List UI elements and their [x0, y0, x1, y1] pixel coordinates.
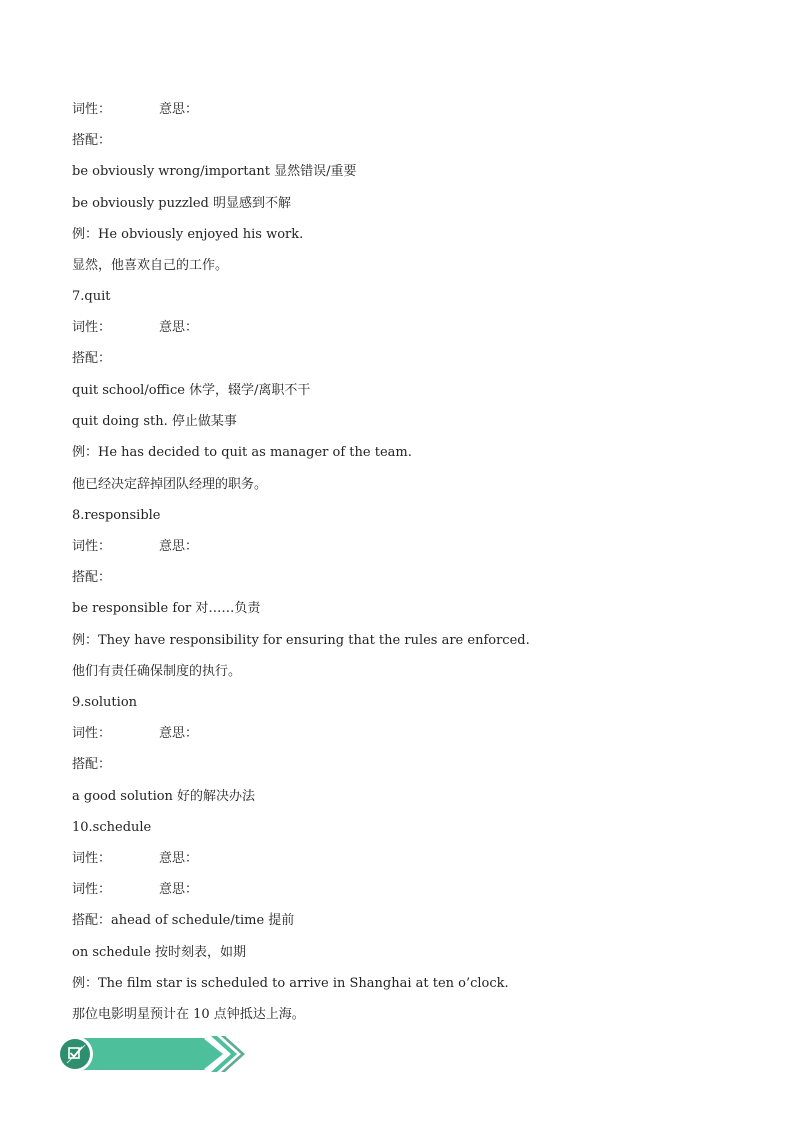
text-line: 词性： 意思：: [72, 539, 199, 554]
text-line: 搭配：: [72, 570, 112, 585]
text-line: quit school/office 休学，辍学/离职不干: [72, 383, 311, 398]
text-line: 那位电影明星预计在 10 点钟抵达上海。: [72, 1007, 305, 1022]
text-line: quit doing sth. 停止做某事: [72, 414, 237, 429]
section-banner: [55, 1034, 245, 1074]
text-line: 搭配：ahead of schedule/time 提前: [72, 913, 295, 928]
text-line: be obviously puzzled 明显感到不解: [72, 196, 292, 211]
text-line: 他已经决定辞掉团队经理的职务。: [72, 477, 268, 492]
text-line: be obviously wrong/important 显然错误/重要: [72, 164, 357, 179]
text-line: 搭配：: [72, 351, 112, 366]
text-line: 例：The film star is scheduled to arrive in Shanghai at ten o’clock.: [72, 976, 509, 991]
word-heading: 8.responsible: [72, 508, 161, 523]
text-line: 搭配：: [72, 133, 112, 148]
text-line: 例：He obviously enjoyed his work.: [72, 227, 304, 242]
text-line: 搭配：: [72, 757, 112, 772]
text-line: 例：He has decided to quit as manager of the team.: [72, 445, 412, 460]
text-line: be responsible for 对……负责: [72, 601, 261, 616]
text-line: 例：They have responsibility for ensuring that the rules are enforced.: [72, 633, 530, 648]
word-heading: 7.quit: [72, 289, 111, 304]
text-line: 他们有责任确保制度的执行。: [72, 664, 242, 679]
banner-bar: [73, 1038, 225, 1070]
text-line: on schedule 按时刻表，如期: [72, 945, 247, 960]
text-line: a good solution 好的解决办法: [72, 789, 256, 804]
text-line: 词性： 意思：: [72, 851, 199, 866]
text-line: 词性： 意思：: [72, 726, 199, 741]
word-heading: 10.schedule: [72, 820, 152, 835]
text-line: 词性： 意思：: [72, 102, 199, 117]
text-line: 显然，他喜欢自己的工作。: [72, 258, 229, 273]
text-line: 词性： 意思：: [72, 320, 199, 335]
word-heading: 9.solution: [72, 695, 138, 710]
text-line: 词性： 意思：: [72, 882, 199, 897]
